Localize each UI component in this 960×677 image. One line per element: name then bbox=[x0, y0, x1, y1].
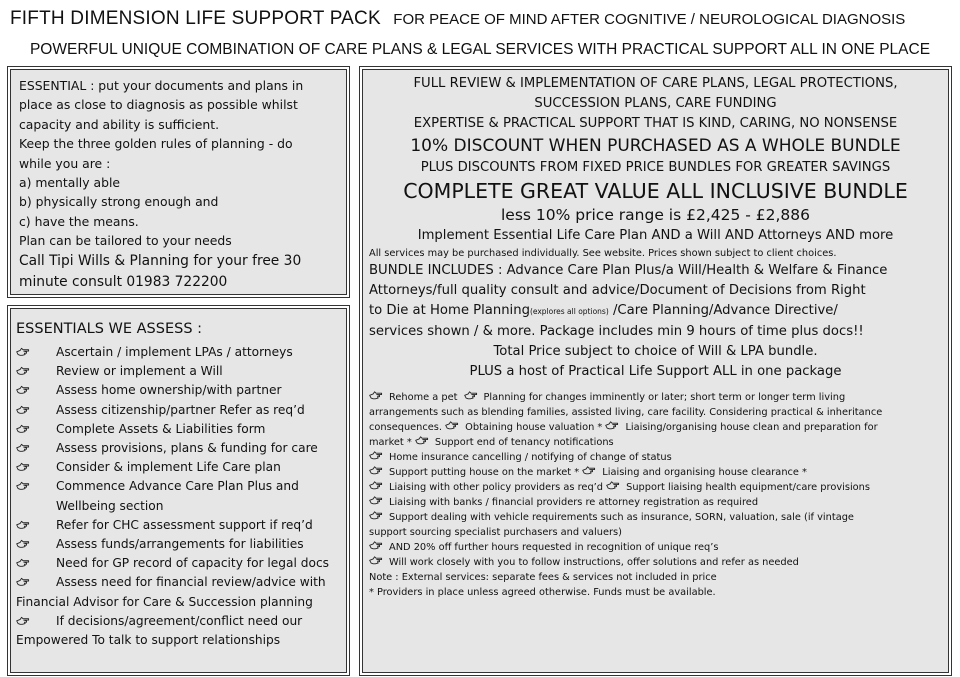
essential-line: place as close to diagnosis as possible whilst bbox=[19, 97, 298, 113]
hand-pointer-icon bbox=[369, 391, 383, 401]
practical-line: Liaising with banks / financial providers re attorney registration as required bbox=[369, 495, 942, 510]
hand-pointer-icon bbox=[369, 511, 383, 521]
hand-pointer-icon bbox=[16, 461, 30, 474]
page-header bbox=[10, 8, 956, 30]
practical-line: AND 20% off further hours requested in recognition of unique req’s bbox=[369, 540, 942, 555]
practical-line: Liaising with other policy providers as req’d Support liaising health equipment/care provisions bbox=[369, 480, 942, 495]
hand-pointer-icon bbox=[16, 365, 30, 378]
page-tagline: FOR PEACE OF MIND AFTER COGNITIVE / NEUROLOGICAL DIAGNOSIS bbox=[393, 11, 906, 28]
hand-pointer-icon bbox=[16, 384, 30, 397]
hand-pointer-icon bbox=[606, 481, 620, 491]
essential-line: Keep the three golden rules of planning - do bbox=[19, 136, 293, 152]
hand-pointer-icon bbox=[16, 404, 30, 417]
hand-pointer-icon bbox=[16, 519, 30, 532]
bundle-note: All services may be purchased individually. See website. Prices shown subject to client choices. bbox=[369, 248, 837, 259]
practical-line: Rehome a pet Planning for changes imminently or later; short term or longer term living bbox=[369, 390, 942, 405]
essential-line: b) physically strong enough and bbox=[19, 194, 219, 210]
assess-title: ESSENTIALS WE ASSESS : bbox=[16, 321, 203, 337]
list-item: Need for GP record of capacity for legal docs bbox=[16, 554, 341, 573]
bundle-line: PLUS a host of Practical Life Support ALL in one package bbox=[469, 364, 842, 379]
hand-pointer-icon bbox=[16, 576, 30, 589]
list-item: Assess home ownership/with partner bbox=[16, 381, 341, 400]
bundle-line: Total Price subject to choice of Will & LPA bundle. bbox=[493, 344, 818, 359]
list-item: Assess need for financial review/advice with bbox=[16, 573, 341, 592]
note-line: Note : External services: separate fees & services not included in price bbox=[369, 572, 717, 583]
essential-line: while you are : bbox=[19, 155, 111, 171]
hand-pointer-icon bbox=[369, 556, 383, 566]
essential-line: ESSENTIAL : put your documents and plans in bbox=[19, 78, 304, 93]
page-title: FIFTH DIMENSION LIFE SUPPORT PACK bbox=[10, 8, 381, 29]
essential-line: Plan can be tailored to your needs bbox=[19, 233, 232, 249]
hand-pointer-icon bbox=[415, 436, 429, 446]
hand-pointer-icon bbox=[16, 423, 30, 436]
bundle-includes: services shown / & more. Package includes min 9 hours of time plus docs!! bbox=[369, 324, 864, 339]
practical-line: Support dealing with vehicle requirements such as insurance, SORN, valuation, sale (if vintage bbox=[369, 510, 942, 525]
bundle-line: EXPERTISE & PRACTICAL SUPPORT THAT IS KIND, CARING, NO NONSENSE bbox=[413, 116, 898, 131]
list-item: Assess funds/arrangements for liabilities bbox=[16, 535, 341, 554]
hand-pointer-icon bbox=[16, 615, 30, 628]
bundle-line: Implement Essential Life Care Plan AND a Will AND Attorneys AND more bbox=[417, 228, 894, 243]
essential-box bbox=[10, 69, 347, 295]
practical-line: arrangements such as blending families, assisted living, care facility. Considering practical & inheritance bbox=[369, 407, 883, 418]
note-line: * Providers in place unless agreed otherwise. Funds must be available. bbox=[369, 587, 716, 598]
bundle-line: PLUS DISCOUNTS FROM FIXED PRICE BUNDLES FOR GREATER SAVINGS bbox=[420, 160, 891, 175]
hand-pointer-icon bbox=[369, 541, 383, 551]
hand-pointer-icon bbox=[369, 451, 383, 461]
bundle-line: FULL REVIEW & IMPLEMENTATION OF CARE PLANS, LEGAL PROTECTIONS, bbox=[413, 76, 898, 91]
list-item-continuation: Empowered To talk to support relationships bbox=[16, 633, 281, 648]
bundle-includes: BUNDLE INCLUDES : Advance Care Plan Plus/a Will/Health & Welfare & Finance bbox=[369, 263, 888, 278]
list-item-continuation: Wellbeing section bbox=[56, 498, 164, 513]
list-item: Assess citizenship/partner Refer as req’d bbox=[16, 401, 341, 420]
hand-pointer-icon bbox=[369, 496, 383, 506]
hand-pointer-icon bbox=[16, 538, 30, 551]
assess-box bbox=[10, 308, 347, 673]
list-item: Refer for CHC assessment support if req’d bbox=[16, 516, 341, 535]
bundle-box bbox=[362, 69, 949, 673]
list-item: Review or implement a Will bbox=[16, 362, 341, 381]
bundle-includes: to Die at Home Planning(explores all options) /Care Planning/Advance Directive/ bbox=[369, 303, 838, 318]
practical-line: Will work closely with you to follow instructions, offer solutions and refer as needed bbox=[369, 555, 942, 570]
page-subtitle: POWERFUL UNIQUE COMBINATION OF CARE PLANS & LEGAL SERVICES WITH PRACTICAL SUPPORT ALL IN ONE PLACE bbox=[29, 41, 931, 58]
hand-pointer-icon bbox=[582, 466, 596, 476]
price-range: less 10% price range is £2,425 - £2,886 bbox=[500, 206, 811, 224]
list-item: Ascertain / implement LPAs / attorneys bbox=[16, 343, 341, 362]
hand-pointer-icon bbox=[605, 421, 619, 431]
essential-line: a) mentally able bbox=[19, 175, 121, 191]
call-to-action: Call Tipi Wills & Planning for your free 30 bbox=[19, 252, 302, 269]
hand-pointer-icon bbox=[369, 481, 383, 491]
phone-number: minute consult 01983 722200 bbox=[19, 273, 228, 290]
bundle-heading: COMPLETE GREAT VALUE ALL INCLUSIVE BUNDLE bbox=[403, 179, 908, 203]
list-item-continuation: Financial Advisor for Care & Succession planning bbox=[16, 594, 313, 609]
hand-pointer-icon bbox=[16, 557, 30, 570]
essential-line: capacity and ability is sufficient. bbox=[19, 116, 220, 132]
list-item: Complete Assets & Liabilities form bbox=[16, 420, 341, 439]
hand-pointer-icon bbox=[445, 421, 459, 431]
bundle-line: SUCCESSION PLANS, CARE FUNDING bbox=[534, 96, 777, 111]
hand-pointer-icon bbox=[369, 466, 383, 476]
list-item: Consider & implement Life Care plan bbox=[16, 458, 341, 477]
essential-line: c) have the means. bbox=[19, 213, 139, 229]
bundle-includes: Attorneys/full quality consult and advice/Document of Decisions from Right bbox=[369, 283, 866, 298]
practical-line: market * Support end of tenancy notifications bbox=[369, 437, 614, 448]
hand-pointer-icon bbox=[16, 442, 30, 455]
hand-pointer-icon bbox=[16, 346, 30, 359]
list-item: If decisions/agreement/conflict need our bbox=[16, 612, 341, 631]
practical-line: consequences. Obtaining house valuation * Liaising/organising house clean and preparation for bbox=[369, 422, 878, 433]
practical-line: support sourcing specialist purchasers and valuers) bbox=[369, 527, 622, 538]
hand-pointer-icon bbox=[16, 480, 30, 493]
list-item: Commence Advance Care Plan Plus and bbox=[16, 477, 341, 496]
hand-pointer-icon bbox=[464, 391, 478, 401]
list-item: Assess provisions, plans & funding for care bbox=[16, 439, 341, 458]
discount-heading: 10% DISCOUNT WHEN PURCHASED AS A WHOLE BUNDLE bbox=[410, 136, 901, 156]
practical-line: Support putting house on the market * Liaising and organising house clearance * bbox=[369, 465, 942, 480]
practical-line: Home insurance cancelling / notifying of change of status bbox=[369, 450, 942, 465]
